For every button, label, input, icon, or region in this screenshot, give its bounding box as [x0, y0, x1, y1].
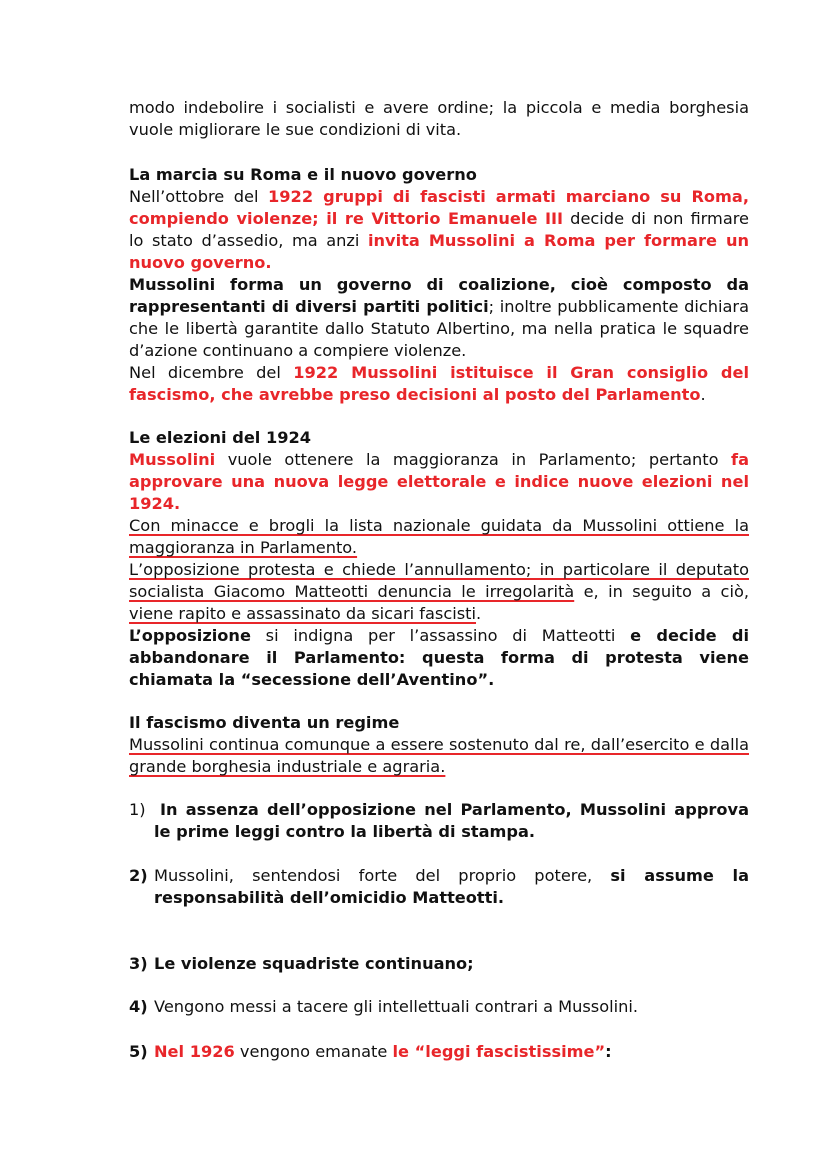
elezioni-p1-highlight: fa approvare una nuova legge elettorale e indice nuove elezioni nel 1924. — [129, 450, 749, 513]
marcia-p3-end: . — [700, 385, 706, 404]
list-item — [129, 1041, 749, 1063]
elezioni-p3-text: e, in seguito a ciò, — [574, 582, 749, 601]
list-item — [129, 996, 749, 1018]
marcia-p1-highlight: 1922 gruppi di fascisti armati marciano su Roma, compiendo violenze; il re Vittorio Emanuele III — [129, 187, 749, 228]
elezioni-p1-text: vuole ottenere la maggioranza in Parlamento; pertanto — [215, 450, 732, 469]
list-number: 3) — [129, 954, 148, 973]
marcia-p1-text-2: decide di non firmare lo stato d’assedio, ma anzi — [129, 209, 749, 250]
marcia-paragraph-2 — [129, 274, 749, 362]
list-number: 1) — [129, 800, 146, 819]
regime-paragraph-1 — [129, 734, 749, 778]
list-item — [129, 865, 749, 909]
list-item-5-highlight: le “leggi fascistissime” — [392, 1042, 606, 1061]
list-item-5-year: Nel 1926 — [154, 1042, 235, 1061]
elezioni-p1-name: Mussolini — [129, 450, 216, 469]
list-item-2-text: Mussolini, sentendosi forte del proprio potere, — [154, 866, 611, 885]
list-item-text — [154, 1041, 749, 1063]
marcia-paragraph-3 — [129, 362, 749, 406]
list-item-text: Le violenze squadriste continuano; — [154, 954, 474, 973]
list-item-text: Vengono messi a tacere gli intellettuali contrari a Mussolini. — [154, 997, 639, 1016]
list-number: 2) — [129, 866, 148, 885]
intro-paragraph — [129, 97, 749, 141]
elezioni-p3-underlined: L’opposizione protesta e chiede l’annullamento; in particolare il deputato socialista Giacomo Matteotti denuncia le irregolarità — [129, 560, 749, 601]
list-item-5-end: : — [605, 1042, 612, 1061]
marcia-p2-text: ; inoltre pubblicamente dichiara che le libertà garantite dallo Statuto Albertino, ma nella pratica le squadre d’azione continuano a compiere violenze. — [129, 297, 750, 360]
elezioni-paragraph-2 — [129, 515, 749, 559]
elezioni-p2-underlined: Con minacce e brogli la lista nazionale guidata da Mussolini ottiene la maggioranza in Parlamento. — [129, 516, 749, 557]
elezioni-p4-bold: L’opposizione — [129, 626, 251, 645]
marcia-p1-text: Nell’ottobre del — [129, 187, 269, 206]
marcia-p2-bold: Mussolini forma un governo di coalizione, cioè composto da rappresentanti di diversi partiti politici — [129, 275, 749, 316]
list-number: 4) — [129, 997, 148, 1016]
elezioni-paragraph-3 — [129, 559, 749, 625]
marcia-p3-text: Nel dicembre del — [129, 363, 294, 382]
section-heading-regime: Il fascismo diventa un regime — [129, 713, 400, 732]
elezioni-p3-underlined-2: viene rapito e assassinato da sicari fascisti — [129, 604, 477, 623]
marcia-paragraph-1 — [129, 186, 749, 274]
list-item-text: In assenza dell’opposizione nel Parlamento, Mussolini approva le prime leggi contro la libertà di stampa. — [154, 800, 749, 841]
section-heading-elezioni: Le elezioni del 1924 — [129, 428, 312, 447]
regime-p1-underlined: Mussolini continua comunque a essere sostenuto dal re, dall’esercito e dalla grande borghesia industriale e agraria. — [129, 735, 749, 776]
list-item — [129, 799, 749, 843]
list-item — [129, 953, 749, 975]
section-regime — [129, 712, 749, 778]
elezioni-p4-bold-2: e decide di abbandonare il Parlamento: questa forma di protesta viene chiamata la “secessione dell’Aventino”. — [129, 626, 749, 689]
intro-line-2: vuole migliorare le sue condizioni di vita. — [129, 120, 462, 139]
section-heading-marcia: La marcia su Roma e il nuovo governo — [129, 165, 477, 184]
section-elezioni-1924 — [129, 427, 749, 691]
list-item-5-text: vengono emanate — [234, 1042, 393, 1061]
elezioni-p4-text: si indigna per l’assassino di Matteotti — [250, 626, 631, 645]
list-item-2-bold: si assume la responsabilità dell’omicidio Matteotti. — [154, 866, 749, 907]
elezioni-paragraph-1 — [129, 449, 749, 515]
intro-line-1: modo indebolire i socialisti e avere ordine; la piccola e media borghesia — [129, 98, 749, 117]
list-number: 5) — [129, 1042, 148, 1061]
elezioni-p3-end: . — [476, 604, 482, 623]
list-item-text — [154, 865, 749, 909]
section-marcia-su-roma — [129, 164, 749, 406]
marcia-p1-highlight-2: invita Mussolini a Roma per formare un nuovo governo. — [129, 231, 750, 272]
marcia-p3-highlight: 1922 Mussolini istituisce il Gran consiglio del fascismo, che avrebbe preso decisioni al posto del Parlamento — [129, 363, 750, 404]
elezioni-paragraph-4 — [129, 625, 749, 691]
